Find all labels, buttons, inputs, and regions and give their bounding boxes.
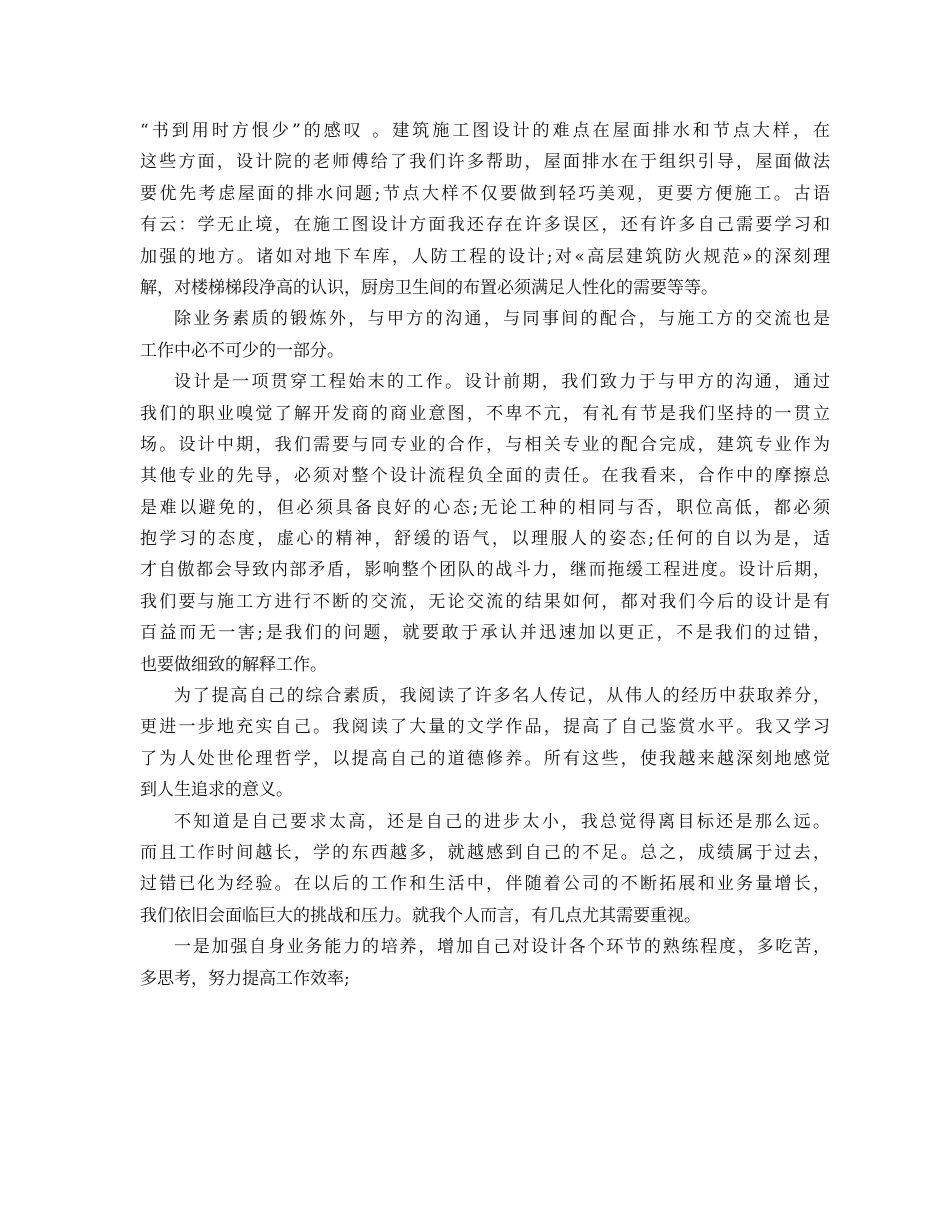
text-line: 我们的职业嗅觉了解开发商的商业意图，不卑不亢，有礼有节是我们坚持的一贯立: [140, 403, 830, 424]
text-line: 工作中必不可少的一部分。: [140, 340, 344, 361]
text-line: 我们要与施工方进行不断的交流，无论交流的结果如何，都对我们今后的设计是有: [140, 591, 830, 612]
text-line: 到人生追求的意义。: [140, 780, 293, 801]
paragraph: [140, 807, 830, 933]
text-line: 也要做细致的解释工作。: [140, 654, 327, 675]
text-line: 而且工作时间越长，学的东西越多，就越感到自己的不足。总之，成绩属于过去，: [140, 842, 830, 863]
text-line: 我们依旧会面临巨大的挑战和压力。就我个人而言，有几点尤其需要重视。: [140, 905, 701, 926]
text-line: 这些方面，设计院的老师傅给了我们许多帮助，屋面排水在于组织引导，屋面做法: [140, 152, 830, 173]
text-line: 百益而无一害;是我们的问题，就要敢于承认并迅速加以更正，不是我们的过错，: [140, 623, 830, 644]
paragraph: [140, 116, 830, 304]
text-line: 抱学习的态度，虚心的精神，舒缓的语气，以理服人的姿态;任何的自以为是，适: [140, 529, 830, 550]
paragraph: [140, 932, 830, 995]
text-line: 了为人处世伦理哲学，以提高自己的道德修养。所有这些，使我越来越深刻地感觉: [140, 748, 830, 769]
text-line: 为了提高自己的综合素质，我阅读了许多名人传记，从伟人的经历中获取养分，: [174, 686, 830, 707]
text-line: 场。设计中期，我们需要与同专业的合作，与相关专业的配合完成，建筑专业作为: [140, 434, 830, 455]
text-line: 过错已化为经验。在以后的工作和生活中，伴随着公司的不断拓展和业务量增长，: [140, 874, 830, 895]
text-line: 除业务素质的锻炼外，与甲方的沟通，与同事间的配合，与施工方的交流也是: [174, 309, 830, 330]
text-line: 其他专业的先导，必须对整个设计流程负全面的责任。在我看来，合作中的摩擦总: [140, 466, 830, 487]
text-line: 加强的地方。诸如对地下车库，人防工程的设计;对«高层建筑防火规范»的深刻理: [140, 246, 830, 267]
text-line: 不知道是自己要求太高，还是自己的进步太小，我总觉得离目标还是那么远。: [174, 811, 830, 832]
text-line: 才自傲都会导致内部矛盾，影响整个团队的战斗力，继而拖缓工程进度。设计后期，: [140, 560, 830, 581]
text-line: 多思考，努力提高工作效率;: [140, 968, 350, 989]
text-line: “书到用时方恨少”的感叹 。建筑施工图设计的难点在屋面排水和节点大样，在: [140, 121, 830, 141]
paragraph: [140, 367, 830, 681]
text-line: 是难以避免的，但必须具备良好的心态;无论工种的相同与否，职位高低，都必须: [140, 497, 830, 518]
text-line: 有云：学无止境，在施工图设计方面我还存在许多误区，还有许多自己需要学习和: [140, 215, 830, 236]
text-line: 要优先考虑屋面的排水问题;节点大样不仅要做到轻巧美观，更要方便施工。古语: [140, 183, 830, 204]
paragraph: [140, 304, 830, 367]
text-line: 解，对楼梯梯段净高的认识，厨房卫生间的布置必须满足人性化的需要等等。: [140, 277, 718, 298]
text-line: 更进一步地充实自己。我阅读了大量的文学作品，提高了自己鉴赏水平。我又学习: [140, 717, 830, 738]
text-line: 设计是一项贯穿工程始末的工作。设计前期，我们致力于与甲方的沟通，通过: [174, 372, 830, 393]
document-body: [140, 116, 830, 995]
text-line: 一是加强自身业务能力的培养，增加自己对设计各个环节的熟练程度，多吃苦，: [174, 937, 830, 958]
paragraph: [140, 681, 830, 807]
